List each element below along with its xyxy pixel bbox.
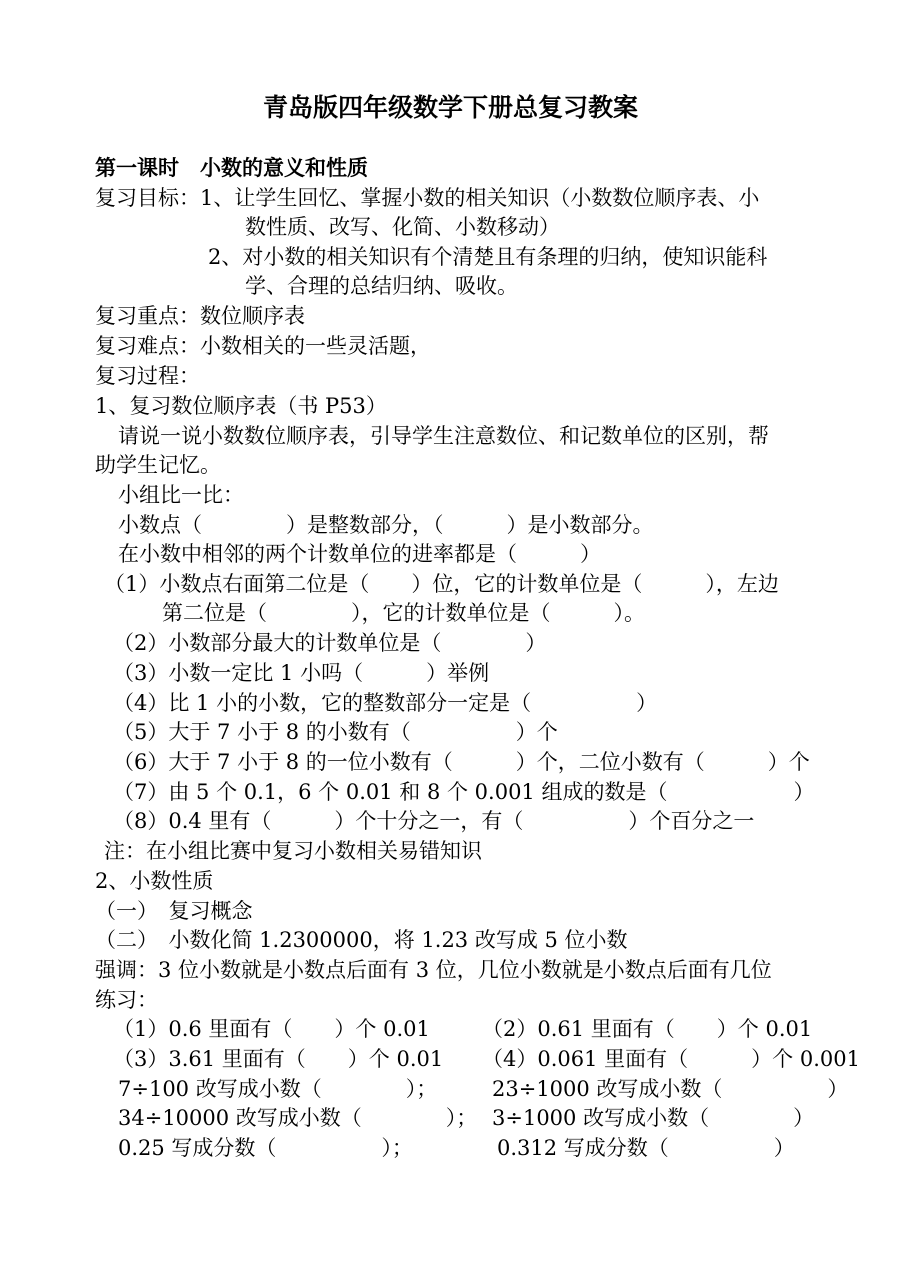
exercise-3: （3）3.61 里面有（ ）个 0.01 bbox=[113, 1047, 444, 1071]
section-2-item-b: （二） 小数化简 1.2300000，将 1.23 改写成 5 位小数 bbox=[95, 928, 628, 952]
question-8: （8）0.4 里有（ ）个十分之一，有（ ）个百分之一 bbox=[113, 809, 755, 833]
goals-line-4: 学、合理的总结归纳、吸收。 bbox=[245, 274, 518, 298]
key-point: 复习重点：数位顺序表 bbox=[95, 304, 305, 328]
question-7: （7）由 5 个 0.1，6 个 0.01 和 8 个 0.001 组成的数是（ ） bbox=[113, 780, 815, 804]
question-rate: 在小数中相邻的两个计数单位的进率都是（ ） bbox=[118, 542, 601, 566]
section-2-title: 2、小数性质 bbox=[95, 869, 214, 893]
exercise-7: 34÷10000 改写成小数（ ）； bbox=[118, 1106, 478, 1130]
question-6: （6）大于 7 小于 8 的一位小数有（ ）个，二位小数有（ ）个 bbox=[113, 750, 810, 774]
goals-line-2: 数性质、改写、化简、小数移动） bbox=[245, 215, 560, 239]
question-1-line-2: 第二位是（ ），它的计数单位是（ ）。 bbox=[162, 601, 645, 625]
exercise-5: 7÷100 改写成小数（ ）； bbox=[118, 1077, 438, 1101]
difficulty: 复习难点：小数相关的一些灵活题， bbox=[95, 334, 431, 358]
practice-label: 练习： bbox=[95, 988, 158, 1012]
question-2: （2）小数部分最大的计数单位是（ ） bbox=[113, 631, 547, 655]
question-1-line-1: （1）小数点右面第二位是（ ）位，它的计数单位是（ ），左边 bbox=[104, 572, 779, 596]
section-2-item-a: （一） 复习概念 bbox=[95, 899, 253, 923]
section-1-paragraph-2: 助学生记忆。 bbox=[95, 453, 221, 477]
section-1-paragraph-1: 请说一说小数数位顺序表，引导学生注意数位、和记数单位的区别，帮 bbox=[118, 424, 769, 448]
group-compare: 小组比一比： bbox=[118, 483, 244, 507]
exercise-9: 0.25 写成分数（ ）； bbox=[118, 1136, 413, 1160]
question-5: （5）大于 7 小于 8 的小数有（ ）个 bbox=[113, 720, 558, 744]
process-label: 复习过程： bbox=[95, 364, 200, 388]
exercise-4: （4）0.061 里面有（ ）个 0.001 bbox=[482, 1047, 860, 1071]
question-4: （4）比 1 小的小数，它的整数部分一定是（ ） bbox=[113, 691, 658, 715]
goals-line-1: 复习目标：1、让学生回忆、掌握小数的相关知识（小数数位顺序表、小 bbox=[95, 186, 760, 210]
emphasis: 强调：3 位小数就是小数点后面有 3 位，几位小数就是小数点后面有几位 bbox=[95, 958, 772, 982]
question-3: （3）小数一定比 1 小吗（ ）举例 bbox=[113, 661, 490, 685]
exercise-8: 3÷1000 改写成小数（ ） bbox=[492, 1106, 815, 1130]
exercise-10: 0.312 写成分数（ ） bbox=[497, 1136, 795, 1160]
exercise-6: 23÷1000 改写成小数（ ） bbox=[492, 1077, 849, 1101]
exercise-2: （2）0.61 里面有（ ）个 0.01 bbox=[482, 1017, 813, 1041]
section-1-title: 1、复习数位顺序表（书 P53） bbox=[95, 394, 387, 418]
note: 注：在小组比赛中复习小数相关易错知识 bbox=[104, 839, 482, 863]
question-point: 小数点（ ）是整数部分，（ ）是小数部分。 bbox=[118, 513, 654, 537]
document-title: 青岛版四年级数学下册总复习教案 bbox=[263, 93, 639, 122]
lesson-heading: 第一课时 小数的意义和性质 bbox=[95, 155, 368, 180]
goals-line-3: 2、对小数的相关知识有个清楚且有条理的归纳，使知识能科 bbox=[208, 245, 768, 269]
exercise-1: （1）0.6 里面有（ ）个 0.01 bbox=[113, 1017, 430, 1041]
